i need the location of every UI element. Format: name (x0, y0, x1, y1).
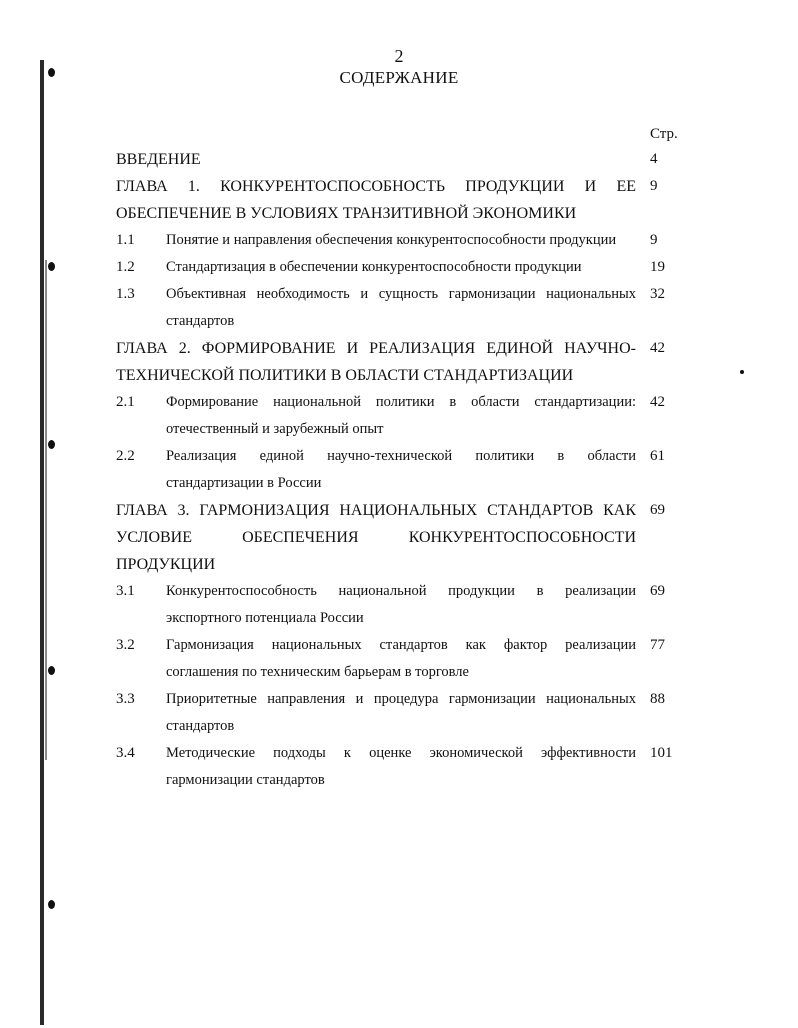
scan-dot (48, 900, 55, 909)
toc-page-number: 61 (650, 448, 665, 464)
scan-dot (48, 262, 55, 271)
toc-page-number: 4 (650, 151, 658, 167)
toc-section-number: 2.2 (116, 448, 135, 464)
scan-dot (48, 440, 55, 449)
toc-entry-title: ВВЕДЕНИЕ (116, 151, 201, 168)
page-number: 2 (394, 46, 404, 66)
toc-section-entry (116, 578, 676, 632)
toc-section-entry (116, 254, 676, 281)
toc-entry-title: ГЛАВА 3. ГАРМОНИЗАЦИЯ НАЦИОНАЛЬНЫХ СТАНДАРТОВ КАК УСЛОВИЕ ОБЕСПЕЧЕНИЯ КОНКУРЕНТОСПОСОБНОСТИ ПРОДУКЦИИ (116, 502, 636, 573)
toc-section-entry (116, 740, 676, 794)
toc-entry-title: Приоритетные направления и процедура гармонизации национальных стандартов (166, 691, 636, 734)
toc-section-entry (116, 632, 676, 686)
toc-section-number: 3.3 (116, 691, 135, 707)
toc-page-number: 19 (650, 259, 665, 275)
toc-entry-title: Понятие и направления обеспечения конкурентоспособности продукции (166, 232, 617, 248)
toc-section-entry (116, 686, 676, 740)
toc-section-number: 1.3 (116, 286, 135, 302)
toc-page-number: 69 (650, 583, 665, 599)
table-of-contents (116, 146, 676, 794)
toc-page-number: 101 (650, 745, 673, 761)
scan-binding-edge (40, 60, 44, 1025)
toc-section-number: 1.1 (116, 232, 135, 248)
page-column-label: Стр. (650, 126, 678, 142)
toc-entry-title: Формирование национальной политики в области стандартизации: отечественный и зарубежный опыт (166, 394, 636, 437)
toc-entry-title: ГЛАВА 2. ФОРМИРОВАНИЕ И РЕАЛИЗАЦИЯ ЕДИНОЙ НАУЧНО-ТЕХНИЧЕСКОЙ ПОЛИТИКИ В ОБЛАСТИ СТАНДАРТИЗАЦИИ (116, 340, 636, 384)
toc-section-number: 1.2 (116, 259, 135, 275)
toc-chapter-entry (116, 146, 676, 173)
toc-page-number: 88 (650, 691, 665, 707)
toc-page-number: 42 (650, 394, 665, 410)
toc-section-entry (116, 389, 676, 443)
toc-section-entry (116, 443, 676, 497)
toc-section-number: 2.1 (116, 394, 135, 410)
page-title: СОДЕРЖАНИЕ (339, 68, 459, 87)
toc-chapter-entry (116, 173, 676, 227)
toc-page-number: 42 (650, 340, 665, 356)
toc-entry-title: Гармонизация национальных стандартов как фактор реализации соглашения по техническим барьерам в торговле (166, 637, 636, 680)
toc-page-number: 77 (650, 637, 665, 653)
toc-section-entry (116, 227, 676, 254)
toc-chapter-entry (116, 497, 676, 578)
toc-page-number: 9 (650, 232, 658, 248)
toc-entry-title: Конкурентоспособность национальной продукции в реализации экспортного потенциала России (166, 583, 636, 626)
scan-speck (740, 370, 744, 374)
toc-section-number: 3.4 (116, 745, 135, 761)
toc-entry-title: Методические подходы к оценке экономической эффективности гармонизации стандартов (166, 745, 636, 788)
scan-dot (48, 666, 55, 675)
toc-page-number: 32 (650, 286, 665, 302)
toc-page-number: 9 (650, 178, 658, 194)
toc-section-number: 3.2 (116, 637, 135, 653)
toc-section-number: 3.1 (116, 583, 135, 599)
toc-entry-title: Стандартизация в обеспечении конкурентоспособности продукции (166, 259, 582, 275)
toc-section-entry (116, 281, 676, 335)
toc-page-number: 69 (650, 502, 665, 518)
toc-chapter-entry (116, 335, 676, 389)
toc-entry-title: Объективная необходимость и сущность гармонизации национальных стандартов (166, 286, 636, 329)
toc-entry-title: Реализация единой научно-технической политики в области стандартизации в России (166, 448, 636, 491)
toc-entry-title: ГЛАВА 1. КОНКУРЕНТОСПОСОБНОСТЬ ПРОДУКЦИИ И ЕЕ ОБЕСПЕЧЕНИЕ В УСЛОВИЯХ ТРАНЗИТИВНОЙ ЭКОНОМИКИ (116, 178, 636, 222)
scan-binding-shadow (45, 260, 47, 760)
